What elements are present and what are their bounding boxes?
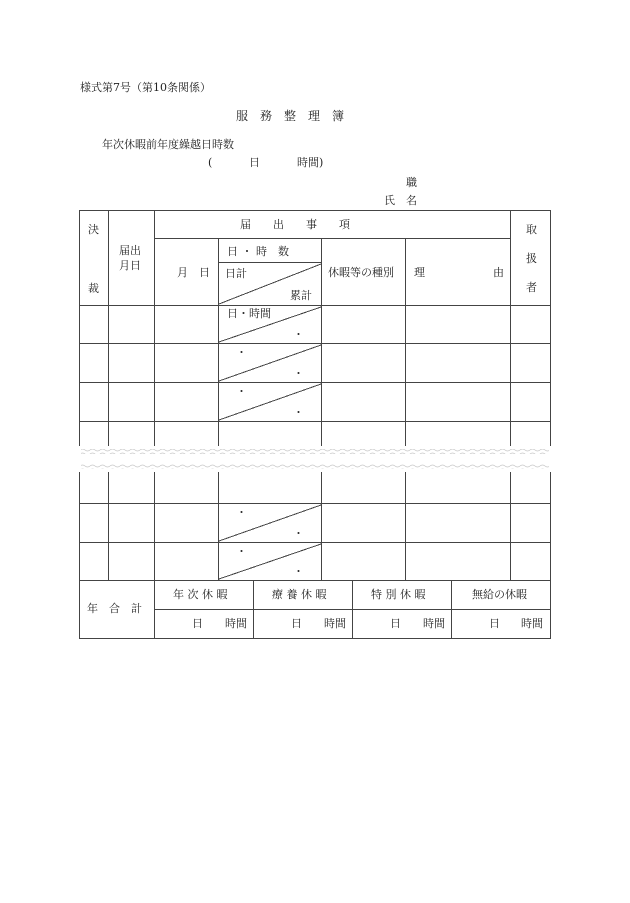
nichiji-su-header: 日 ・ 時 数 <box>227 245 289 258</box>
medical-leave-day-unit: 日 <box>291 617 302 630</box>
total-annual-leave-header: 年 次 休 暇 <box>173 588 228 601</box>
annual-leave-day-unit: 日 <box>192 617 203 630</box>
special-leave-day-unit: 日 <box>390 617 401 630</box>
row6-top-dot: ・ <box>236 545 247 558</box>
todoke-date-line-2: 月日 <box>119 259 141 272</box>
annual-leave-hours-unit: 時間 <box>225 617 247 630</box>
omission-wave-bottom <box>81 464 549 469</box>
row6-bottom-dot: ・ <box>293 565 304 578</box>
toriatsukai-char-1: 取 <box>526 223 537 236</box>
form-number-label: 様式第7号（第10条関係） <box>80 81 211 94</box>
row5-bottom-dot: ・ <box>293 527 304 540</box>
row2-bottom-dot: ・ <box>293 367 304 380</box>
carryover-hours-unit: 時間) <box>297 156 324 169</box>
row3-top-dot: ・ <box>236 385 247 398</box>
kessai-char-2: 裁 <box>88 282 99 295</box>
total-unpaid-leave-header: 無給の休暇 <box>472 588 527 601</box>
nikkei-header: 日計 <box>225 267 247 280</box>
riyu-header-1: 理 <box>414 266 425 279</box>
carryover-day-unit: 日 <box>249 156 260 169</box>
special-leave-hours-unit: 時間 <box>423 617 445 630</box>
row5-top-dot: ・ <box>236 506 247 519</box>
name-label: 氏 名 <box>384 194 417 207</box>
kyuka-shubetsu-header: 休暇等の種別 <box>328 266 394 279</box>
table-border <box>80 211 551 639</box>
toriatsukai-char-3: 者 <box>526 281 537 294</box>
total-medical-leave-header: 療 養 休 暇 <box>272 588 327 601</box>
carryover-paren-open: ( <box>208 156 213 169</box>
riyu-header-2: 由 <box>493 266 504 279</box>
ruikei-header: 累計 <box>290 289 312 302</box>
toriatsukai-char-2: 扱 <box>526 252 537 265</box>
omission-wave-top <box>81 449 549 454</box>
row1-day-time-label: 日・時間 <box>227 307 271 320</box>
row1-bottom-dot: ・ <box>293 328 304 341</box>
todoke-jiko-header: 届 出 事 項 <box>240 218 350 231</box>
row3-bottom-dot: ・ <box>293 406 304 419</box>
medical-leave-hours-unit: 時間 <box>324 617 346 630</box>
carryover-label: 年次休暇前年度繰越日時数 <box>102 138 234 151</box>
annual-total-label: 年 合 計 <box>87 602 142 615</box>
row2-top-dot: ・ <box>236 346 247 359</box>
todoke-date-line-1: 届出 <box>119 244 141 257</box>
kessai-char-1: 決 <box>88 223 99 236</box>
unpaid-leave-day-unit: 日 <box>489 617 500 630</box>
job-label: 職 <box>406 176 417 189</box>
page-title: 服 務 整 理 簿 <box>236 109 345 123</box>
tsukihi-header: 月 日 <box>177 266 210 279</box>
total-special-leave-header: 特 別 休 暇 <box>371 588 426 601</box>
unpaid-leave-hours-unit: 時間 <box>521 617 543 630</box>
